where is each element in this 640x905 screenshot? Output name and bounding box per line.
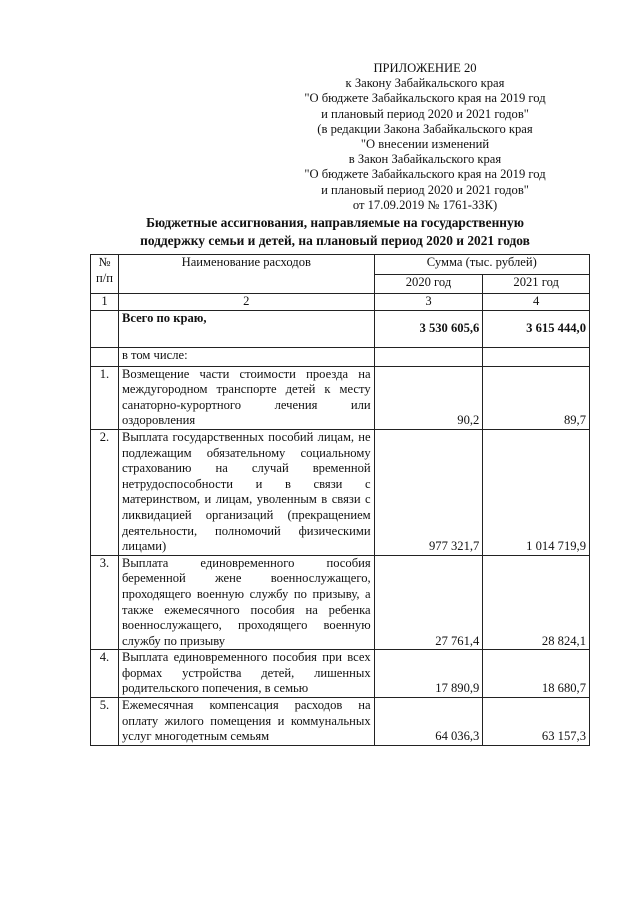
header-name: Наименование расходов: [118, 255, 374, 294]
row-2021: 63 157,3: [483, 698, 590, 746]
appendix-line: "О внесении изменений: [360, 137, 490, 152]
appendix-block: [300, 61, 550, 213]
row-name: Ежемесячная компенсация расходов на оплату жилого помещения и коммунальных услуг многодетным семьям: [118, 698, 374, 746]
row-2021: 18 680,7: [483, 650, 590, 698]
row-num: 2.: [91, 429, 119, 555]
header-num: № п/п: [91, 255, 119, 294]
appendix-line: и плановый период 2020 и 2021 годов": [321, 182, 529, 197]
appendix-line: "О бюджете Забайкальского края на 2019 год: [304, 167, 546, 182]
header-row: [91, 255, 590, 275]
title-line-2: поддержку семьи и детей, на плановый период 2020 и 2021 годов: [140, 232, 530, 248]
including-num: [91, 347, 119, 366]
appendix-line: ПРИЛОЖЕНИЕ 20: [373, 61, 477, 75]
index-row: [91, 294, 590, 311]
appendix-line: к Закону Забайкальского края: [345, 76, 505, 91]
row-name: Возмещение части стоимости проезда на междугородном транспорте детей к месту санаторно-курортного лечения или оздоровления: [118, 366, 374, 429]
row-num: 1.: [91, 366, 119, 429]
index-cell: 2: [118, 294, 374, 311]
total-row: [91, 310, 590, 347]
row-num: 5.: [91, 698, 119, 746]
table-row: [91, 650, 590, 698]
total-label: Всего по краю,: [118, 310, 374, 347]
row-name: Выплата единовременного пособия беременной жене военнослужащего, проходящего военную службу по призыву, а также ежемесячного пособия на ребенка военнослужащего, проходящего военную службу по призыву: [118, 555, 374, 650]
including-label: в том числе:: [118, 347, 374, 366]
appendix-line: и плановый период 2020 и 2021 годов": [321, 106, 529, 121]
header-year-2021: 2021 год: [483, 274, 590, 294]
row-2020: 27 761,4: [374, 555, 483, 650]
row-name: Выплата государственных пособий лицам, не подлежащим обязательному социальному страхованию на случай временной нетрудоспособности и в связи с материнством, и лицам, уволенным в связи с ликвидацией организаций (прекращением деятельности, полномочий физическими лицами): [118, 429, 374, 555]
total-num: [91, 310, 119, 347]
header-sum: Сумма (тыс. рублей): [374, 255, 589, 275]
row-2020: 64 036,3: [374, 698, 483, 746]
total-2021: 3 615 444,0: [483, 310, 590, 347]
index-cell: 3: [374, 294, 483, 311]
appendix-line: (в редакции Закона Забайкальского края: [317, 121, 533, 136]
table-row: [91, 555, 590, 650]
row-num: 4.: [91, 650, 119, 698]
appendix-line: "О бюджете Забайкальского края на 2019 год: [304, 91, 546, 106]
row-2020: 977 321,7: [374, 429, 483, 555]
row-2020: 90,2: [374, 366, 483, 429]
row-2021: 28 824,1: [483, 555, 590, 650]
including-2021: [483, 347, 590, 366]
budget-table: [90, 254, 590, 746]
row-num: 3.: [91, 555, 119, 650]
row-2021: 1 014 719,9: [483, 429, 590, 555]
including-row: [91, 347, 590, 366]
table-row: [91, 366, 590, 429]
table-row: [91, 698, 590, 746]
including-2020: [374, 347, 483, 366]
document-title: [95, 214, 575, 249]
row-name: Выплата единовременного пособия при всех формах устройства детей, лишенных родительского попечения, в семью: [118, 650, 374, 698]
index-cell: 1: [91, 294, 119, 311]
row-2021: 89,7: [483, 366, 590, 429]
appendix-line: в Закон Забайкальского края: [348, 152, 502, 167]
table-row: [91, 429, 590, 555]
row-2020: 17 890,9: [374, 650, 483, 698]
header-year-2020: 2020 год: [374, 274, 483, 294]
title-line-1: Бюджетные ассигнования, направляемые на государственную: [146, 215, 524, 230]
appendix-line: от 17.09.2019 № 1761-ЗЗК): [352, 197, 498, 212]
index-cell: 4: [483, 294, 590, 311]
total-2020: 3 530 605,6: [374, 310, 483, 347]
